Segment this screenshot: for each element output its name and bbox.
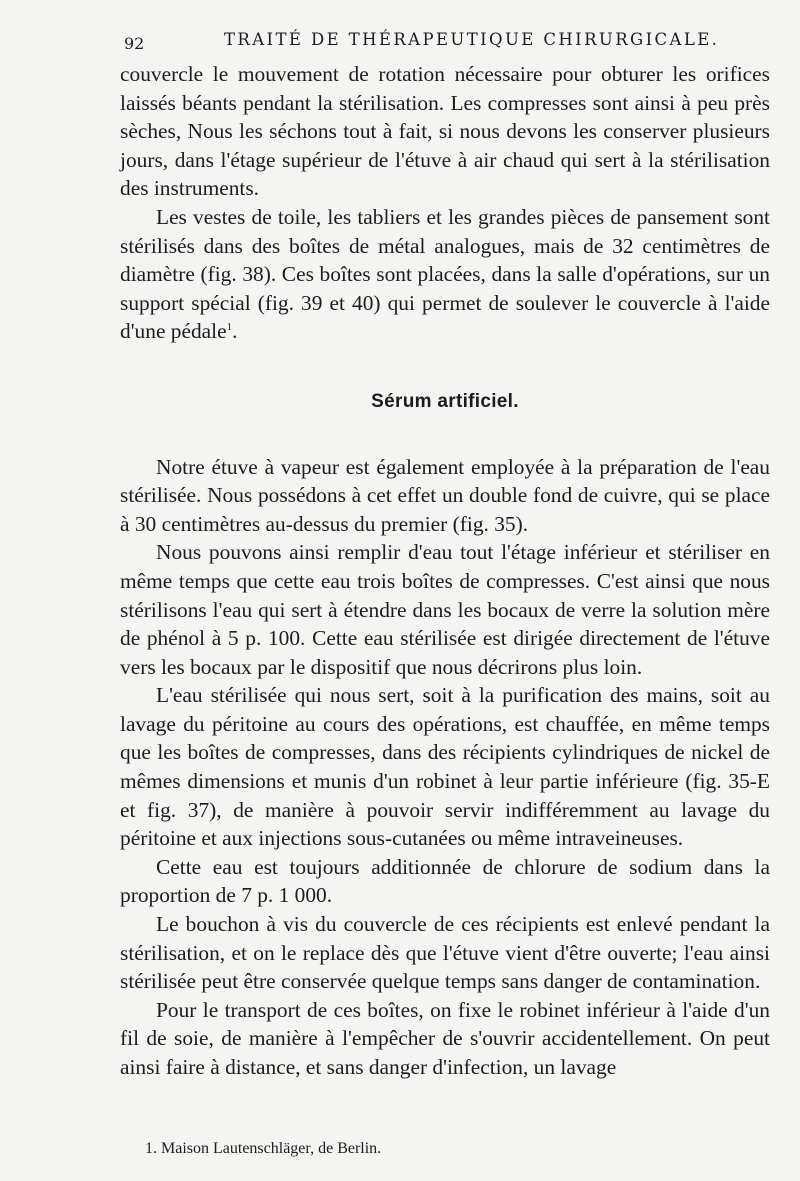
footnote: 1. Maison Lautenschläger, de Berlin.: [145, 1140, 382, 1157]
paragraph-4: Nous pouvons ainsi remplir d'eau tout l'étage inférieur et stériliser en même temps que cette eau trois boîtes de compresses. C'est ainsi que nous stérilisons l'eau qui sert à étendre dans les bocaux de verre la solution mère de phénol à 5 p. 100. Cette eau stérilisée est dirigée directement de l'étuve vers les bocaux par le dispositif que nous décrirons plus loin.: [120, 540, 770, 679]
paragraph-2: [120, 203, 770, 346]
page-number: 92: [124, 34, 145, 53]
paragraph-2-end: .: [232, 319, 238, 344]
paragraph-6: Cette eau est toujours additionnée de chlorure de sodium dans la proportion de 7 p. 1 000.: [120, 854, 770, 908]
footnote-reference: 1: [226, 321, 233, 334]
running-head: [120, 22, 770, 52]
paragraph-7: Le bouchon à vis du couvercle de ces récipients est enlevé pendant la stérilisation, et on le replace dès que l'étuve vient d'être ouverte; l'eau ainsi stérilisée peut être conservée quelque temps sans danger de contamination.: [120, 912, 770, 994]
body-text: [120, 60, 770, 1082]
paragraph-1: couvercle le mouvement de rotation nécessaire pour obturer les orifices laissés béants pendant la stérilisation. Les compresses sont ainsi à peu près sèches, Nous les séchons tout à fait, si nous devons les conserver plusieurs jours, dans l'étage supérieur de l'étuve à air chaud qui sert à la stérilisation des instruments.: [120, 62, 770, 201]
paragraph-8: Pour le transport de ces boîtes, on fixe le robinet inférieur à l'aide d'un fil de soie, de manière à l'empêcher de s'ouvrir accidentellement. On peut ainsi faire à distance, et sans danger d'infection, un lavage: [120, 997, 770, 1079]
section-heading: Sérum artificiel.: [371, 390, 519, 412]
paragraph-2-text: Les vestes de toile, les tabliers et les grandes pièces de pansement sont stérilisés dans des boîtes de métal analogues, mais de 32 centimètres de diamètre (fig. 38). Ces boîtes sont placées, dans la salle d'opérations, sur un support spécial (fig. 39 et 40) qui permet de soulever le couvercle à l'aide d'une pédale: [120, 204, 770, 344]
paragraph-5: L'eau stérilisée qui nous sert, soit à la purification des mains, soit au lavage du péritoine au cours des opérations, est chauffée, en même temps que les boîtes de compresses, dans des récipients cylindriques de nickel de mêmes dimensions et munis d'un robinet à leur partie inférieure (fig. 35-E et fig. 37), de manière à pouvoir servir indifféremment au lavage du péritoine et aux injections sous-cutanées ou même intraveineuses.: [120, 683, 770, 851]
running-title: TRAITÉ DE THÉRAPEUTIQUE CHIRURGICALE.: [224, 30, 720, 49]
paragraph-3: Notre étuve à vapeur est également employée à la préparation de l'eau stérilisée. Nous possédons à cet effet un double fond de cuivre, qui se place à 30 centimètres au-dessus du premier (fig. 35).: [120, 454, 770, 536]
